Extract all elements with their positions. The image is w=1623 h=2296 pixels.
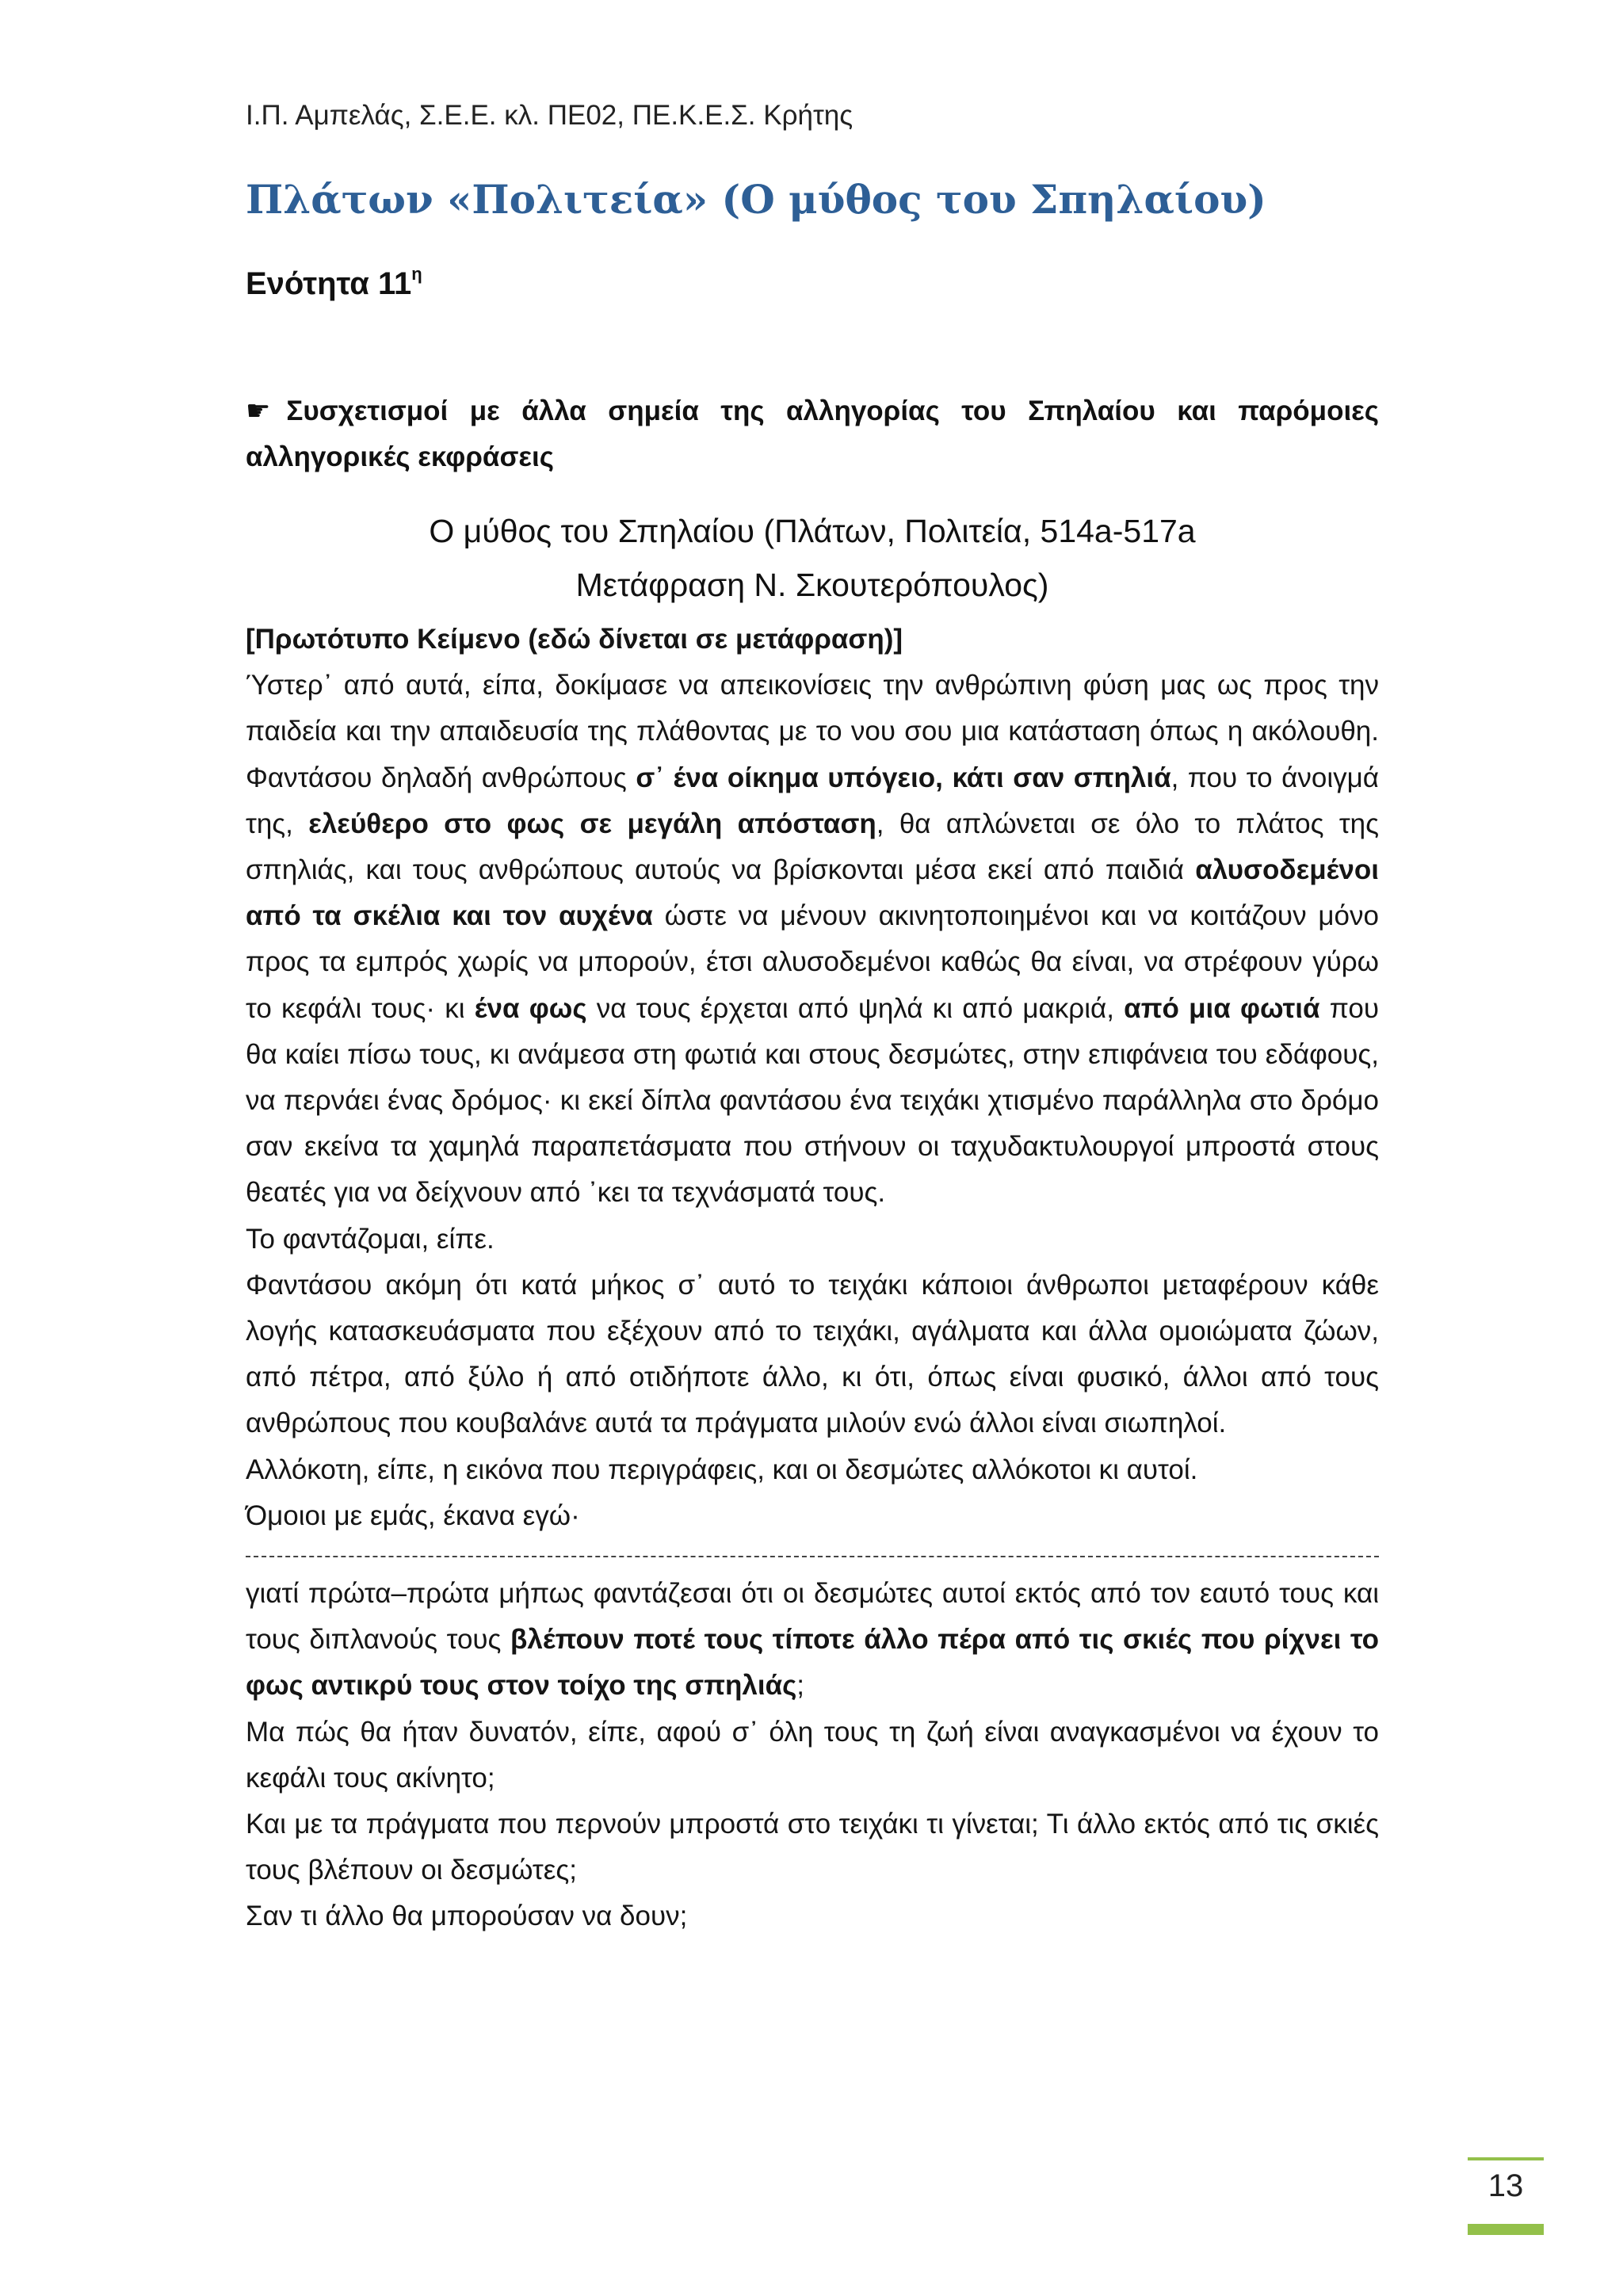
dialogue-line: Το φαντάζομαι, είπε. (246, 1223, 495, 1255)
unit-label: Ενότητα 11 (246, 266, 412, 301)
bold-phrase: από μια φωτιά (1124, 992, 1320, 1024)
text-run: ; (796, 1670, 805, 1702)
dialogue-line: Όμοιοι με εμάς, έκανα εγώ· (246, 1499, 580, 1531)
paragraph-cave-description (246, 663, 1379, 1216)
bold-phrase: ένα φως (474, 992, 587, 1024)
pointing-hand-icon: ☛ (246, 395, 271, 427)
paragraph-what-else: Σαν τι άλλο θα μπορούσαν να δουν; (246, 1901, 688, 1932)
paragraph-wall-objects: Φαντάσου ακόμη ότι κατά μήκος σ᾽ αυτό το τειχάκι κάποιοι άνθρωποι μεταφέρουν κάθε λογής κατασκευάσματα που εξέχουν από το τειχάκι, αγάλματα και άλλα ομοιώματα ζώων, από πέτρα, από ξύλο ή από οτιδήποτε άλλο, κι ότι, όπως είναι φυσικό, άλλοι από τους ανθρώπους που κουβαλάνε αυτά τα πράγματα μιλούν ενώ άλλοι είναι σιωπηλοί. (246, 1269, 1379, 1439)
text-run: Ύστερ᾽ από αυτά, είπα, δοκίμασε να απεικονίσεις την ανθρώπινη φύση μας ως προς την παιδεία και την απαιδευσία της πλάθοντας με το νου σου μια κατάσταση όπως η ακόλουθη. Φαντάσου δηλαδή ανθρώπους (246, 670, 1379, 793)
section-heading-text: Συσχετισμοί με άλλα σημεία της αλληγορίας του Σπηλαίου και παρόμοιες αλληγορικές εκφράσεις (246, 395, 1379, 472)
unit-heading (246, 263, 422, 302)
text-run: να τους έρχεται από ψηλά κι από μακριά, (586, 992, 1125, 1024)
bold-phrase: σ᾽ ένα οίκημα υπόγειο, κάτι σαν σπηλιά (636, 762, 1171, 793)
page-number-box (1468, 2157, 1544, 2235)
bold-phrase: βλέπουν ποτέ τους τίποτε άλλο πέρα από τις σκιές που ρίχνει το φως αντικρύ τους στον τοίχο της σπηλιάς (246, 1624, 1379, 1702)
dashed-separator (246, 1539, 1379, 1571)
text-run: γιατί πρώτα–πρώτα μήπως φαντάζεσαι ότι οι δεσμώτες αυτοί εκτός από τον εαυτό τους και τους διπλανούς τους (246, 1578, 1379, 1656)
unit-superscript: η (411, 263, 422, 284)
paragraph-shadows (246, 1571, 1379, 1710)
text-run: , που το άνοιγμά της, (246, 762, 1380, 839)
source-line-1: Ο μύθος του Σπηλαίου (Πλάτων, Πολιτεία, 514a-517a (429, 513, 1196, 549)
text-run: που θα καίει πίσω τους, κι ανάμεσα στη φωτιά και στους δεσμώτες, στην επιφάνεια του εδάφους, να περνάει ένας δρόμος· κι εκεί δίπλα φαντάσου ένα τειχάκι χτισμένο παράλληλα στο δρόμο σαν εκείνα τα χαμηλά παραπετάσματα που στήνουν οι ταχυδακτυλουργοί μπροστά στους θεατές για να δείχνουν από ᾽κει τα τεχνάσματά τους. (246, 992, 1379, 1209)
section-heading (246, 388, 1379, 480)
text-run: , θα απλώνεται σε όλο το πλάτος της σπηλιάς, και τους ανθρώπους αυτούς να βρίσκονται μέσα εκεί από παιδιά (246, 808, 1379, 886)
paragraph-passing-things: Και με τα πράγματα που περνούν μπροστά στο τειχάκι τι γίνεται; Τι άλλο εκτός από τις σκιές τους βλέπουν οι δεσμώτες; (246, 1809, 1379, 1886)
bold-phrase: αλυσοδεμένοι από τα σκέλια και τον αυχένα (246, 854, 1379, 932)
text-run: ώστε να μένουν ακινητοποιημένοι και να κοιτάζουν μόνο προς τα εμπρός χωρίς να μπορούν, έτσι αλυσοδεμένοι καθώς θα είναι, να στρέφουν γύρω το κεφάλι τους· κι (246, 900, 1379, 1024)
source-citation (246, 504, 1379, 612)
original-text-label: [Πρωτότυπο Κείμενο (εδώ δίνεται σε μετάφραση)] (246, 624, 903, 655)
running-header: Ι.Π. Αμπελάς, Σ.Ε.Ε. κλ. ΠΕ02, ΠΕ.Κ.Ε.Σ. Κρήτης (246, 100, 854, 131)
source-line-2: Μετάφραση Ν. Σκουτερόπουλος) (575, 567, 1049, 603)
dialogue-line: Αλλόκοτη, είπε, η εικόνα που περιγράφεις, και οι δεσμώτες αλλόκοτοι κι αυτοί. (246, 1454, 1198, 1485)
paragraph-head-still: Μα πώς θα ήταν δυνατόν, είπε, αφού σ᾽ όλη τους τη ζωή είναι αναγκασμένοι να έχουν το κεφάλι τους ακίνητο; (246, 1716, 1379, 1794)
bold-phrase: ελεύθερο στο φως σε μεγάλη απόσταση (308, 808, 876, 839)
page-number: 13 (1487, 2168, 1524, 2203)
page-title: Πλάτων «Πολιτεία» (Ο μύθος του Σπηλαίου) (246, 176, 1266, 223)
translation-text (246, 617, 1379, 1940)
